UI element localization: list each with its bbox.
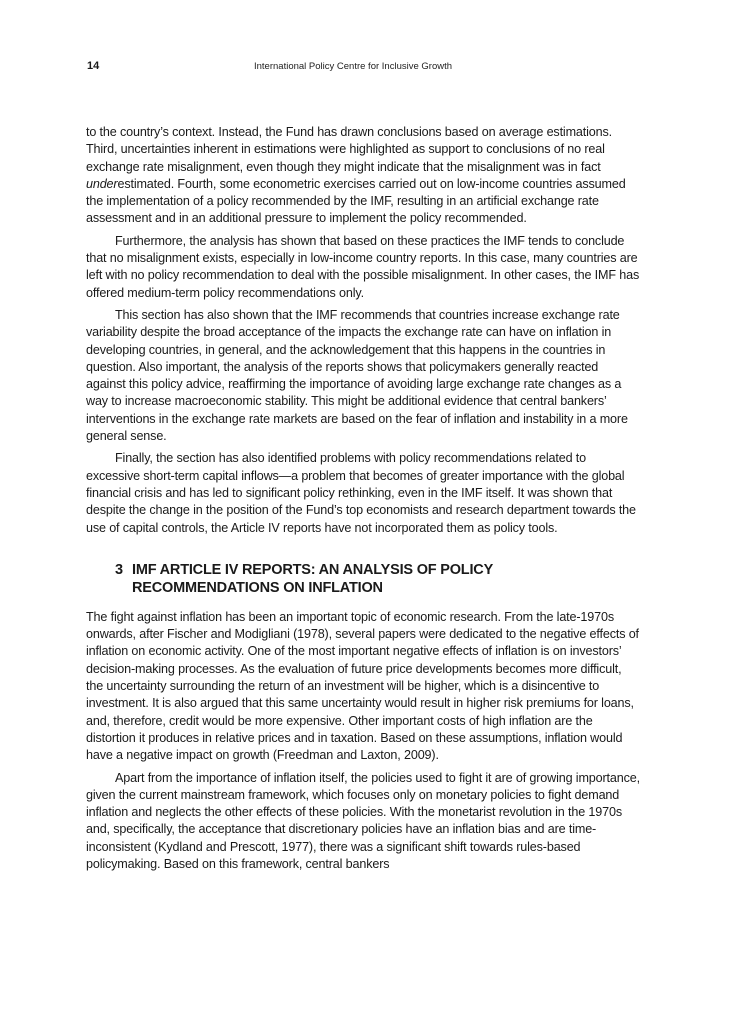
running-title: International Policy Centre for Inclusive Growth bbox=[254, 61, 453, 72]
body-text bbox=[86, 124, 641, 878]
page-number: 14 bbox=[87, 60, 100, 72]
paragraph: Furthermore, the analysis has shown that based on these practices the IMF tends to conclude that no misalignment exists, especially in low-income country reports. In this case, many countries are left with no policy recommendation to deal with the possible misalignment. In other cases, the IMF has offered medium-term policy recommendations only. bbox=[86, 233, 640, 300]
paragraph: Apart from the importance of inflation itself, the policies used to fight it are of growing importance, given the current mainstream framework, which focuses only on monetary policies to fight demand inflation and neglects the other effects of these policies. With the monetarist revolution in the 1970s and, specifically, the acceptance that discretionary policies have an inflation bias and are time-inconsistent (Kydland and Prescott, 1977), there was a significant shift towards rules-based policymaking. Based on this framework, central bankers bbox=[86, 770, 640, 871]
paragraph: Finally, the section has also identified problems with policy recommendations related to excessive short-term capital inflows—a problem that becomes of greater importance with the global financial crisis and has led to significant policy rethinking, even in the IMF itself. It was shown that despite the change in the position of the Fund’s top economists and research department towards the use of capital controls, the Article IV reports have not incorporated them as policy tools. bbox=[86, 451, 636, 535]
paragraph: This section has also shown that the IMF recommends that countries increase exchange rate variability despite the broad acceptance of the impacts the exchange rate can have on inflation in developing countries, in general, and the acknowledgement that this happens in the countries in question. Also important, the analysis of the reports shows that policymakers generally reacted against this policy advice, reaffirming the importance of avoiding large exchange rate changes as a way to increase macroeconomic stability. This might be additional evidence that central bankers’ interventions in the exchange rate markets are based on the fear of inflation and instability in a more general sense. bbox=[86, 307, 628, 444]
emphasis-text: under bbox=[86, 176, 118, 191]
paragraph-continuation bbox=[86, 124, 641, 228]
section-number: 3 bbox=[115, 561, 123, 578]
paragraph-text: estimated. Fourth, some econometric exercises carried out on low-income countries assumed the implementation of a policy recommended by the IMF, resulting in an artificial exchange rate assessment and in an additional pressure to implement the policy recommended. bbox=[86, 176, 626, 226]
running-header bbox=[87, 58, 637, 78]
paragraph: The fight against inflation has been an important topic of economic research. From the late-1970s onwards, after Fischer and Modigliani (1978), several papers were dedicated to the negative effects of inflation on economic activity. One of the most important negative effects of inflation is on investors’ decision-making processes. As the evaluation of future price developments becomes more difficult, the uncertainty surrounding the return of an investment will be higher, which is a disincentive to investment. It is also argued that this same uncertainty would result in higher risk premiums for loans, and, therefore, credit would be more expensive. Other important costs of high inflation are the distortion it produces in relative prices and in taxation. Based on these assumptions, inflation would have a negative impact on growth (Freedman and Laxton, 2009). bbox=[86, 609, 639, 763]
section-title: IMF ARTICLE IV REPORTS: AN ANALYSIS OF POLICY RECOMMENDATIONS ON INFLATION bbox=[132, 561, 493, 596]
paragraph-text: to the country’s context. Instead, the Fund has drawn conclusions based on average estimations. Third, uncertainties inherent in estimations were highlighted as support to conclusions of no real exchange rate misalignment, even though they might indicate that the misalignment was in fact bbox=[86, 125, 612, 174]
section-heading bbox=[115, 561, 641, 597]
